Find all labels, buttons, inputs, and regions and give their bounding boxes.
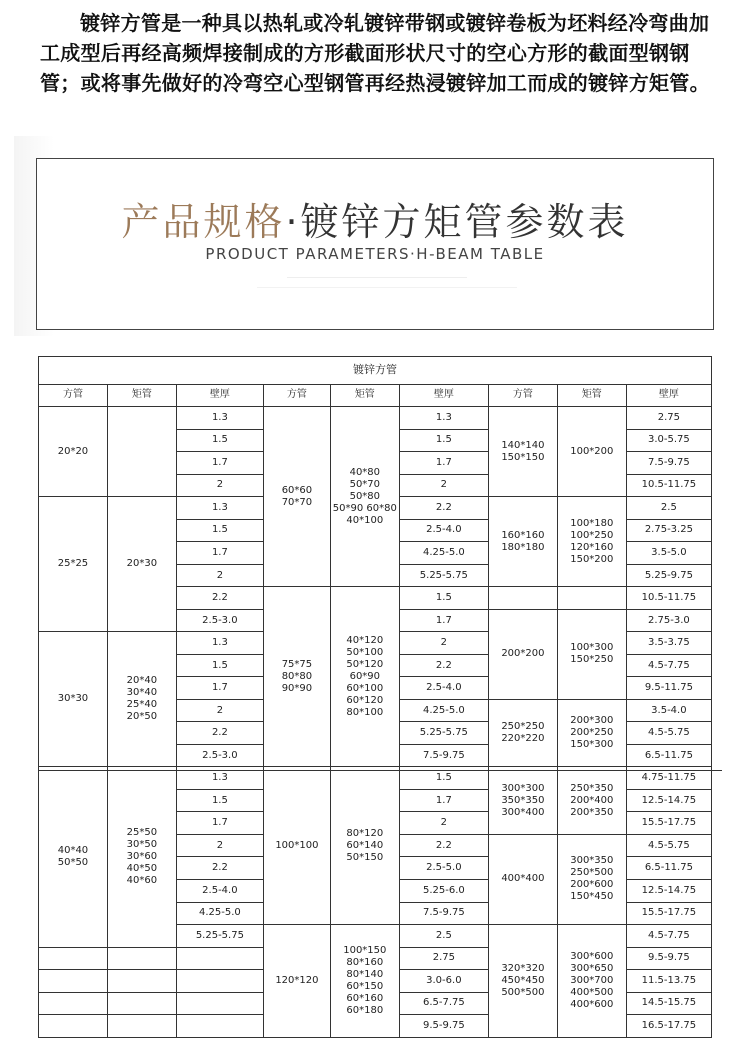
table-seam-line xyxy=(38,770,722,771)
wall-thickness: 2.2 xyxy=(399,497,488,520)
wall-thickness: 1.7 xyxy=(176,452,263,475)
wall-thickness: 1.5 xyxy=(176,519,263,542)
rect-tube-sizes: 40*120 50*100 50*120 60*90 60*100 60*120 80*100 xyxy=(330,587,399,767)
wall-thickness: 9.5-9.75 xyxy=(626,947,711,970)
empty-cell xyxy=(107,1015,176,1038)
wall-thickness: 4.5-7.75 xyxy=(626,654,711,677)
wall-thickness: 2.75-3.25 xyxy=(626,519,711,542)
wall-thickness: 5.25-5.75 xyxy=(399,564,488,587)
square-tube-size xyxy=(488,587,557,610)
header-cell: 方管 xyxy=(488,384,557,407)
wall-thickness: 2.2 xyxy=(399,654,488,677)
wall-thickness: 1.5 xyxy=(176,654,263,677)
wall-thickness: 2 xyxy=(399,474,488,497)
empty-cell xyxy=(39,1015,108,1038)
banner-title-highlight: 产品规格 xyxy=(121,200,286,244)
rect-tube-sizes: 100*180 100*250 120*160 150*200 xyxy=(557,497,626,587)
wall-thickness: 2 xyxy=(399,632,488,655)
rect-tube-sizes: 20*30 xyxy=(107,497,176,632)
rect-tube-sizes: 100*300 150*250 xyxy=(557,609,626,699)
square-tube-size: 25*25 xyxy=(39,497,108,632)
wall-thickness: 6.5-11.75 xyxy=(626,857,711,880)
wall-thickness: 2 xyxy=(176,834,263,857)
wall-thickness: 7.5-9.75 xyxy=(399,744,488,767)
wall-thickness: 1.3 xyxy=(176,632,263,655)
wall-thickness: 2.5-4.0 xyxy=(399,519,488,542)
wall-thickness: 4.25-5.0 xyxy=(176,902,263,925)
square-tube-size: 250*250 220*220 xyxy=(488,699,557,767)
wall-thickness: 11.5-13.75 xyxy=(626,970,711,993)
intro-paragraph: 镀锌方管是一种具以热轧或冷轧镀锌带钢或镀锌卷板为坯料经冷弯曲加工成型后再经高频焊接制成的方形截面形状尺寸的空心方形的截面型钢钢管；或将事先做好的冷弯空心型钢管再经热浸镀锌加工而成的镀锌方矩管。 xyxy=(40,11,710,95)
wall-thickness: 2.2 xyxy=(176,587,263,610)
wall-thickness: 2.5-4.0 xyxy=(399,677,488,700)
wall-thickness: 5.25-5.75 xyxy=(176,925,263,948)
wall-thickness: 1.7 xyxy=(176,542,263,565)
wall-thickness: 2 xyxy=(176,564,263,587)
wall-thickness: 2.75-3.0 xyxy=(626,609,711,632)
wall-thickness: 1.5 xyxy=(399,767,488,790)
wall-thickness: 15.5-17.75 xyxy=(626,812,711,835)
empty-cell xyxy=(107,407,176,497)
wall-thickness: 5.25-5.75 xyxy=(399,722,488,745)
banner-divider xyxy=(287,277,467,278)
wall-thickness: 1.3 xyxy=(399,407,488,430)
product-parameters-banner xyxy=(36,158,714,330)
wall-thickness: 4.75-11.75 xyxy=(626,767,711,790)
banner-title xyxy=(37,191,713,246)
wall-thickness: 3.5-5.0 xyxy=(626,542,711,565)
wall-thickness: 7.5-9.75 xyxy=(399,902,488,925)
wall-thickness: 3.5-4.0 xyxy=(626,699,711,722)
wall-thickness: 2.5-4.0 xyxy=(176,879,263,902)
square-tube-size: 160*160 180*180 xyxy=(488,497,557,587)
wall-thickness: 6.5-11.75 xyxy=(626,744,711,767)
wall-thickness: 6.5-7.75 xyxy=(399,992,488,1015)
empty-cell xyxy=(39,947,108,970)
rect-tube-sizes: 300*600 300*650 300*700 400*500 400*600 xyxy=(557,925,626,1038)
wall-thickness: 5.25-9.75 xyxy=(626,564,711,587)
wall-thickness: 4.5-7.75 xyxy=(626,925,711,948)
wall-thickness: 9.5-9.75 xyxy=(399,1015,488,1038)
wall-thickness: 2 xyxy=(399,812,488,835)
table-title: 镀锌方管 xyxy=(39,357,712,385)
wall-thickness: 15.5-17.75 xyxy=(626,902,711,925)
wall-thickness: 2.5-3.0 xyxy=(176,744,263,767)
square-tube-size: 400*400 xyxy=(488,834,557,924)
square-tube-size: 20*20 xyxy=(39,407,108,497)
square-tube-size: 40*40 50*50 xyxy=(39,767,108,947)
header-cell: 矩管 xyxy=(330,384,399,407)
wall-thickness: 2.5 xyxy=(626,497,711,520)
wall-thickness: 2.2 xyxy=(176,722,263,745)
rect-tube-sizes: 100*150 80*160 80*140 60*150 60*160 60*180 xyxy=(330,925,399,1038)
wall-thickness: 4.25-5.0 xyxy=(399,542,488,565)
square-tube-size: 60*60 70*70 xyxy=(263,407,330,587)
wall-thickness: 2 xyxy=(176,699,263,722)
wall-thickness: 2.5-3.0 xyxy=(176,609,263,632)
wall-thickness: 1.7 xyxy=(176,812,263,835)
empty-cell xyxy=(176,947,263,970)
rect-tube-sizes: 100*200 xyxy=(557,407,626,497)
wall-thickness: 3.5-3.75 xyxy=(626,632,711,655)
header-cell: 方管 xyxy=(263,384,330,407)
square-tube-size: 100*100 xyxy=(263,767,330,925)
wall-thickness: 4.5-5.75 xyxy=(626,834,711,857)
wall-thickness: 3.0-5.75 xyxy=(626,429,711,452)
empty-cell xyxy=(39,970,108,993)
rect-tube-sizes: 80*120 60*140 50*150 xyxy=(330,767,399,925)
rect-tube-sizes: 20*40 30*40 25*40 20*50 xyxy=(107,632,176,767)
header-cell: 方管 xyxy=(39,384,108,407)
wall-thickness: 16.5-17.75 xyxy=(626,1015,711,1038)
rect-tube-sizes: 200*300 200*250 150*300 xyxy=(557,699,626,767)
wall-thickness: 1.7 xyxy=(399,789,488,812)
wall-thickness: 1.5 xyxy=(399,587,488,610)
wall-thickness: 1.7 xyxy=(399,609,488,632)
header-cell: 矩管 xyxy=(107,384,176,407)
square-tube-size: 30*30 xyxy=(39,632,108,767)
wall-thickness: 12.5-14.75 xyxy=(626,789,711,812)
empty-cell xyxy=(107,947,176,970)
square-tube-size: 300*300 350*350 300*400 xyxy=(488,767,557,835)
wall-thickness: 5.25-6.0 xyxy=(399,879,488,902)
rect-tube-sizes: 250*350 200*400 200*350 xyxy=(557,767,626,835)
square-tube-size: 140*140 150*150 xyxy=(488,407,557,497)
rect-tube-sizes: 300*350 250*500 200*600 150*450 xyxy=(557,834,626,924)
wall-thickness: 1.3 xyxy=(176,407,263,430)
wall-thickness: 2 xyxy=(176,474,263,497)
banner-title-rest: ·镀锌方矩管参数表 xyxy=(285,200,629,244)
wall-thickness: 2.75 xyxy=(626,407,711,430)
wall-thickness: 9.5-11.75 xyxy=(626,677,711,700)
wall-thickness: 1.5 xyxy=(176,429,263,452)
header-cell: 壁厚 xyxy=(399,384,488,407)
wall-thickness: 10.5-11.75 xyxy=(626,474,711,497)
wall-thickness: 2.75 xyxy=(399,947,488,970)
empty-cell xyxy=(176,970,263,993)
banner-divider xyxy=(257,287,517,288)
rect-tube-sizes: 40*80 50*70 50*80 50*90 60*80 40*100 xyxy=(330,407,399,587)
wall-thickness: 1.7 xyxy=(399,452,488,475)
square-tube-size: 120*120 xyxy=(263,925,330,1038)
wall-thickness: 2.2 xyxy=(399,834,488,857)
galvanized-square-tube-spec-table xyxy=(38,356,712,1038)
wall-thickness: 2.5-5.0 xyxy=(399,857,488,880)
empty-cell xyxy=(107,992,176,1015)
rect-tube-sizes: 25*50 30*50 30*60 40*50 40*60 xyxy=(107,767,176,947)
empty-cell xyxy=(39,992,108,1015)
wall-thickness: 10.5-11.75 xyxy=(626,587,711,610)
rect-tube-sizes xyxy=(557,587,626,610)
wall-thickness: 4.25-5.0 xyxy=(399,699,488,722)
square-tube-size: 75*75 80*80 90*90 xyxy=(263,587,330,767)
wall-thickness: 1.7 xyxy=(176,677,263,700)
wall-thickness: 4.5-5.75 xyxy=(626,722,711,745)
wall-thickness: 2.5 xyxy=(399,925,488,948)
wall-thickness: 14.5-15.75 xyxy=(626,992,711,1015)
wall-thickness: 1.3 xyxy=(176,497,263,520)
wall-thickness: 1.3 xyxy=(176,767,263,790)
empty-cell xyxy=(176,992,263,1015)
banner-subtitle: PRODUCT PARAMETERS·H-BEAM TABLE xyxy=(205,245,545,263)
wall-thickness: 2.2 xyxy=(176,857,263,880)
wall-thickness: 12.5-14.75 xyxy=(626,879,711,902)
wall-thickness: 1.5 xyxy=(399,429,488,452)
square-tube-size: 200*200 xyxy=(488,609,557,699)
header-cell: 矩管 xyxy=(557,384,626,407)
empty-cell xyxy=(107,970,176,993)
wall-thickness: 7.5-9.75 xyxy=(626,452,711,475)
wall-thickness: 1.5 xyxy=(176,789,263,812)
square-tube-size: 320*320 450*450 500*500 xyxy=(488,925,557,1038)
header-cell: 壁厚 xyxy=(176,384,263,407)
empty-cell xyxy=(176,1015,263,1038)
wall-thickness: 3.0-6.0 xyxy=(399,970,488,993)
header-cell: 壁厚 xyxy=(626,384,711,407)
